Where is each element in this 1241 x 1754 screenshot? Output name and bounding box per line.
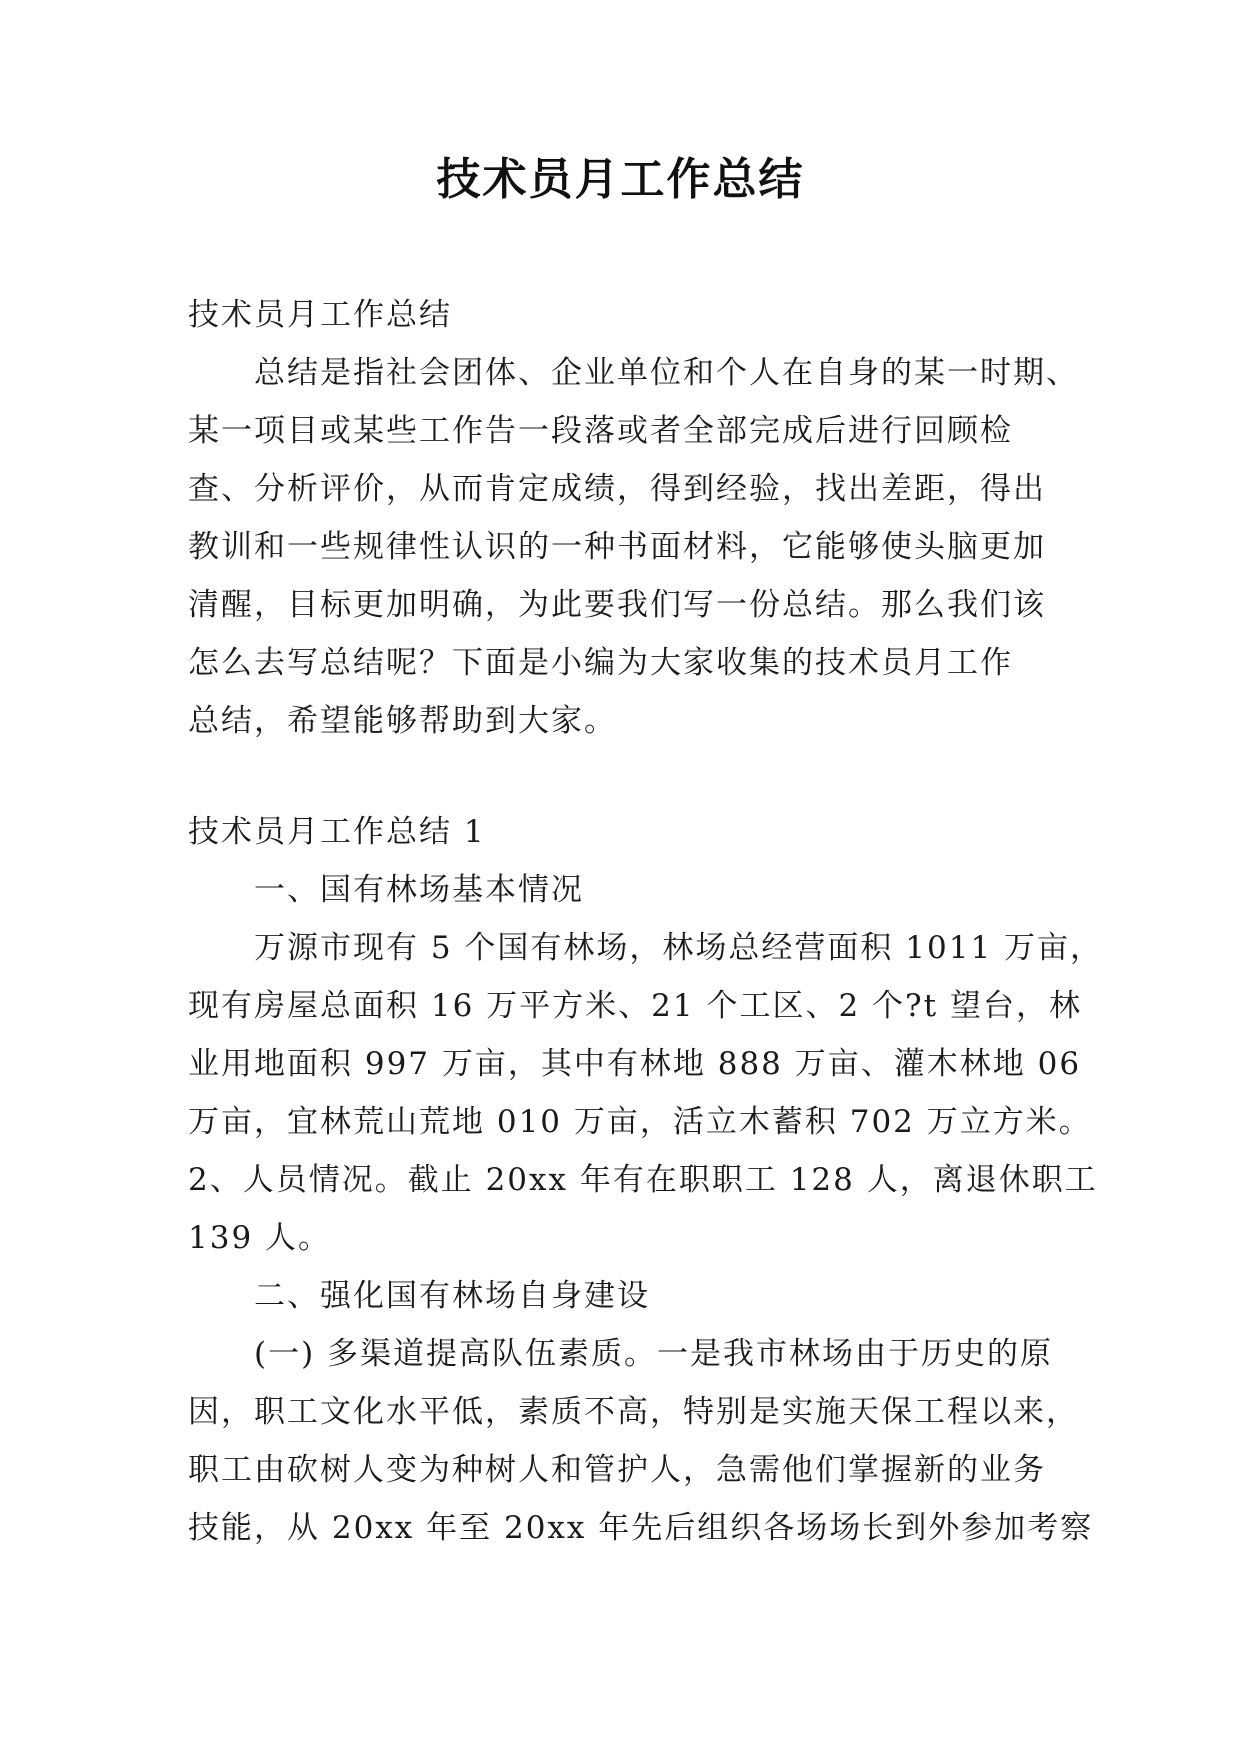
section-1-heading: 技术员月工作总结 1 [188,814,486,850]
paragraph-line: 业用地面积 997 万亩，其中有林地 888 万亩、灌木林地 06 [188,1046,1082,1082]
paragraph-line: 万亩，宜林荒山荒地 010 万亩，活立木蓄积 702 万立方米。 [188,1104,1092,1140]
intro-line: 教训和一些规律性认识的一种书面材料，它能够使头脑更加 [188,529,1046,565]
intro-line: 清醒，目标更加明确，为此要我们写一份总结。那么我们该 [188,587,1046,623]
intro-line: 查、分析评价，从而肯定成绩，得到经验，找出差距，得出 [188,471,1046,507]
intro-heading: 技术员月工作总结 [188,297,452,333]
paragraph-line: 现有房屋总面积 16 万平方米、21 个工区、2 个?t 望台，林 [188,988,1082,1024]
paragraph-line: 2、人员情况。截止 20xx 年有在职职工 128 人，离退休职工 [188,1162,1098,1198]
intro-line: 怎么去写总结呢？下面是小编为大家收集的技术员月工作 [188,645,1013,681]
paragraph-line: 139 人。 [188,1220,332,1256]
intro-paragraph [188,344,1079,750]
subheading-self-construction: 二、强化国有林场自身建设 [254,1278,650,1314]
intro-line: 总结是指社会团体、企业单位和个人在自身的某一时期、 [254,355,1079,391]
section-1 [188,803,1104,1557]
intro-section [188,286,1079,750]
self-construction-paragraph [188,1325,1094,1557]
intro-line: 总结，希望能够帮助到大家。 [188,703,617,739]
paragraph-line: 职工由砍树人变为种树人和管护人，急需他们掌握新的业务 [188,1452,1046,1488]
paragraph-line: 万源市现有 5 个国有林场，林场总经营面积 1011 万亩， [254,930,1104,966]
document-title: 技术员月工作总结 [436,154,805,205]
intro-line: 某一项目或某些工作告一段落或者全部完成后进行回顾检 [188,413,1013,449]
paragraph-line: (一) 多渠道提高队伍素质。一是我市林场由于历史的原 [254,1336,1054,1372]
paragraph-line: 技能，从 20xx 年至 20xx 年先后组织各场场长到外参加考察 [188,1510,1094,1546]
subheading-basic-situation: 一、国有林场基本情况 [254,872,584,908]
paragraph-line: 因，职工文化水平低，素质不高，特别是实施天保工程以来， [188,1394,1079,1430]
basic-situation-paragraph [188,919,1104,1267]
